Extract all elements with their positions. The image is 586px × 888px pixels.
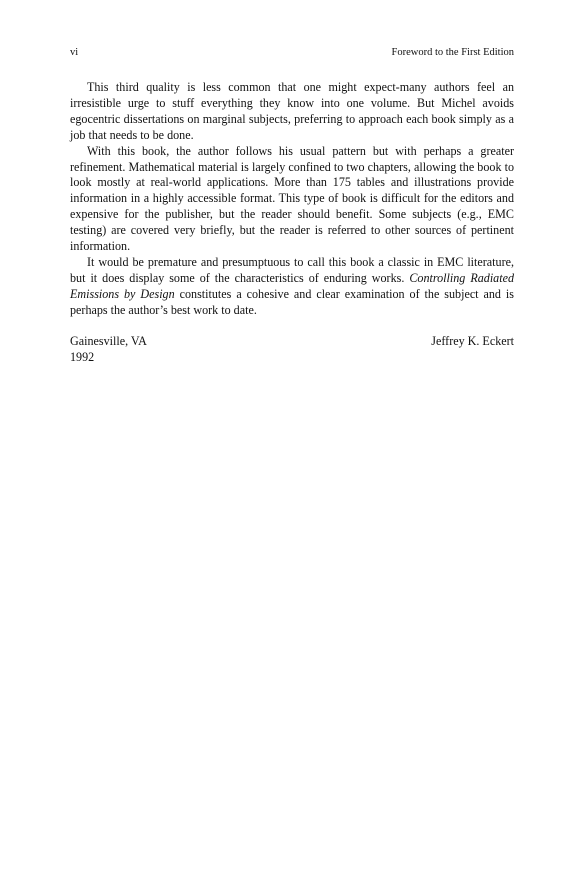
page-number: vi: [70, 47, 79, 58]
paragraph-2: With this book, the author follows his usual pattern but with perhaps a greater refinement. Mathematical material is largely confined to two chapters, allowing the book to look mostly at real-world applications. More than 175 tables and illustrations provide information in a highly accessible format. This type of book is difficult for the editors and expensive for the publisher, but the reader should benefit. Some subjects (e.g., EMC testing) are covered very briefly, but the reader is referred to other sources of pertinent information.: [70, 143, 514, 254]
signature-place: Gainesville, VA: [70, 334, 147, 348]
signature-year: 1992: [70, 350, 95, 364]
foreword-body: [70, 80, 514, 319]
paragraph-1: This third quality is less common that one might expect-many authors feel an irresistible urge to stuff everything they know into one volume. But Michel avoids egocentric dissertations on marginal subjects, preferring to approach each book simply as a job that needs to be done.: [70, 80, 514, 142]
book-title: Controlling Radiated Emissions by Design: [70, 270, 515, 301]
paragraph-3-lead: It would be premature and presumptuous to call this book a classic in EMC literature, but it does display some of the characteristics of enduring works.: [70, 254, 514, 285]
running-head-title: Foreword to the First Edition: [391, 47, 514, 58]
signature-author: Jeffrey K. Eckert: [431, 334, 514, 348]
paragraph-3: [70, 255, 514, 319]
paragraph-3-tail: constitutes a cohesive and clear examination of the subject and is perhaps the author’s best work to date.: [70, 286, 514, 317]
running-head: [70, 46, 514, 60]
